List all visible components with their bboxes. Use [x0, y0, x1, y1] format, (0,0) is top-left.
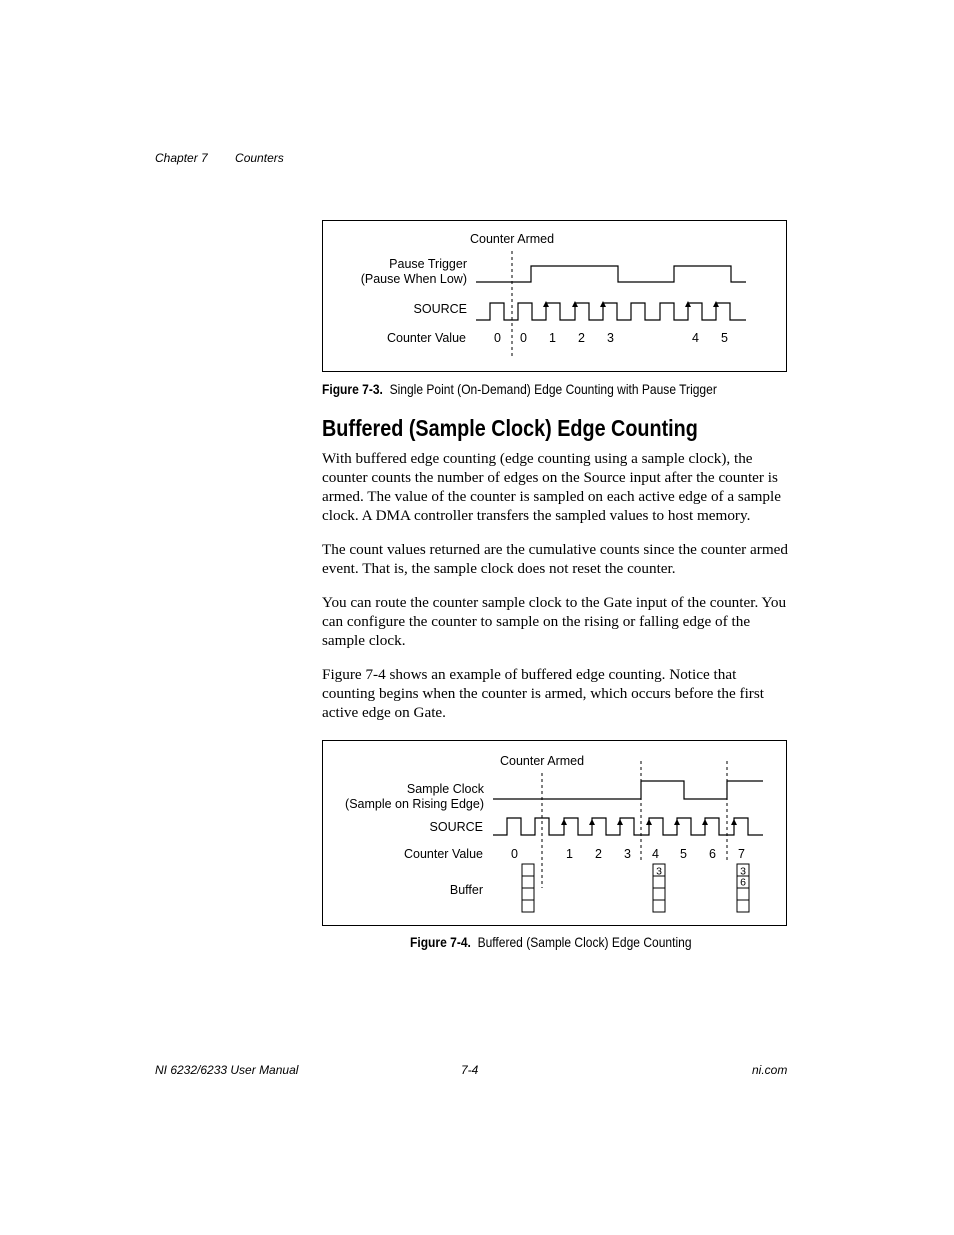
fig4-edge-arrow [646, 819, 652, 825]
fig4-sample-clock-label: Sample Clock [406, 782, 484, 796]
section-title: Buffered (Sample Clock) Edge Counting [322, 415, 698, 441]
paragraph-1: With buffered edge counting (edge counting using a sample clock), the counter counts the number of edges on the Source input after the counter is armed. The value of the counter is sampled on each active edge of a sample clock. A DMA controller transfers the sampled values to host memory. [322, 450, 781, 524]
fig3-counter-value: 1 [549, 331, 556, 345]
fig4-edge-arrow [561, 819, 567, 825]
figure-7-3-svg [323, 221, 786, 371]
fig3-edge-arrow [600, 301, 606, 307]
fig4-buffer-2-value: 3 [656, 865, 662, 878]
fig4-edge-arrow [617, 819, 623, 825]
fig4-edge-arrow [589, 819, 595, 825]
footer-website: ni.com [752, 1063, 788, 1077]
fig4-sample-clock-sub-label: (Sample on Rising Edge) [345, 797, 484, 811]
figure-7-3-caption-text: Single Point (On-Demand) Edge Counting with Pause Trigger [389, 381, 717, 397]
fig4-buffer-3-value: 6 [740, 876, 746, 889]
fig3-edge-arrow [572, 301, 578, 307]
paragraph-2: The count values returned are the cumulative counts since the counter armed event. That is, the sample clock does not reset the counter. [322, 541, 788, 577]
fig3-pause-trigger-waveform [476, 266, 746, 282]
figure-7-3-caption-label: Figure 7-3. [322, 381, 383, 397]
fig3-source-waveform [476, 303, 746, 320]
header-chapter: Chapter 7 [155, 151, 208, 165]
fig4-counter-value: 4 [652, 847, 659, 861]
fig4-edge-arrow [702, 819, 708, 825]
fig4-edge-arrow [674, 819, 680, 825]
fig4-counter-value: 7 [738, 847, 745, 861]
fig3-counter-value: 4 [692, 331, 699, 345]
fig4-buffer-3-value: 3 [740, 865, 746, 878]
fig4-counter-armed-label: Counter Armed [500, 754, 585, 768]
figure-7-4-diagram [322, 740, 787, 926]
fig3-counter-armed-label: Counter Armed [470, 232, 555, 246]
figure-7-3-diagram [322, 220, 787, 372]
fig4-counter-value: 6 [709, 847, 716, 861]
fig4-buffer-1 [522, 864, 534, 912]
footer-page-number: 7-4 [461, 1063, 479, 1077]
fig4-counter-value: 0 [511, 847, 518, 861]
fig4-counter-value: 2 [595, 847, 602, 861]
fig3-pause-trigger-label: Pause Trigger [389, 257, 467, 271]
fig4-counter-value: 1 [566, 847, 573, 861]
fig3-counter-value: 0 [520, 331, 527, 345]
fig4-source-label: SOURCE [429, 820, 483, 834]
fig3-edge-arrow [713, 301, 719, 307]
footer-manual-title: NI 6232/6233 User Manual [155, 1063, 299, 1077]
fig4-counter-value: 5 [680, 847, 687, 861]
paragraph-4: Figure 7-4 shows an example of buffered edge counting. Notice that counting begins when the counter is armed, which occurs before the first active edge on Gate. [322, 666, 764, 721]
fig4-counter-value-label: Counter Value [404, 847, 483, 861]
paragraph-3: You can route the counter sample clock to the Gate input of the counter. You can configure the counter to sample on the rising or falling edge of the sample clock. [322, 594, 787, 649]
fig3-edge-arrow [685, 301, 691, 307]
header-section: Counters [235, 151, 284, 165]
figure-7-4-caption-label: Figure 7-4. [410, 934, 471, 950]
fig3-edge-arrow [543, 301, 549, 307]
figure-7-3-caption [322, 381, 717, 397]
figure-7-4-caption-text: Buffered (Sample Clock) Edge Counting [477, 934, 692, 950]
fig4-counter-value: 3 [624, 847, 631, 861]
fig4-edge-arrow [731, 819, 737, 825]
fig4-source-waveform [493, 818, 763, 835]
figure-7-4-svg [323, 741, 786, 925]
fig3-source-label: SOURCE [413, 302, 467, 316]
fig3-counter-value: 2 [578, 331, 585, 345]
running-header [155, 151, 284, 165]
fig4-buffer-label: Buffer [449, 883, 483, 897]
figure-7-4-caption [410, 934, 692, 950]
fig3-counter-value: 0 [494, 331, 501, 345]
fig3-counter-value-label: Counter Value [387, 331, 466, 345]
fig3-counter-value: 5 [721, 331, 728, 345]
fig3-pause-trigger-sub-label: (Pause When Low) [360, 272, 467, 286]
fig4-sample-clock-waveform [493, 781, 763, 799]
fig3-counter-value: 3 [607, 331, 614, 345]
